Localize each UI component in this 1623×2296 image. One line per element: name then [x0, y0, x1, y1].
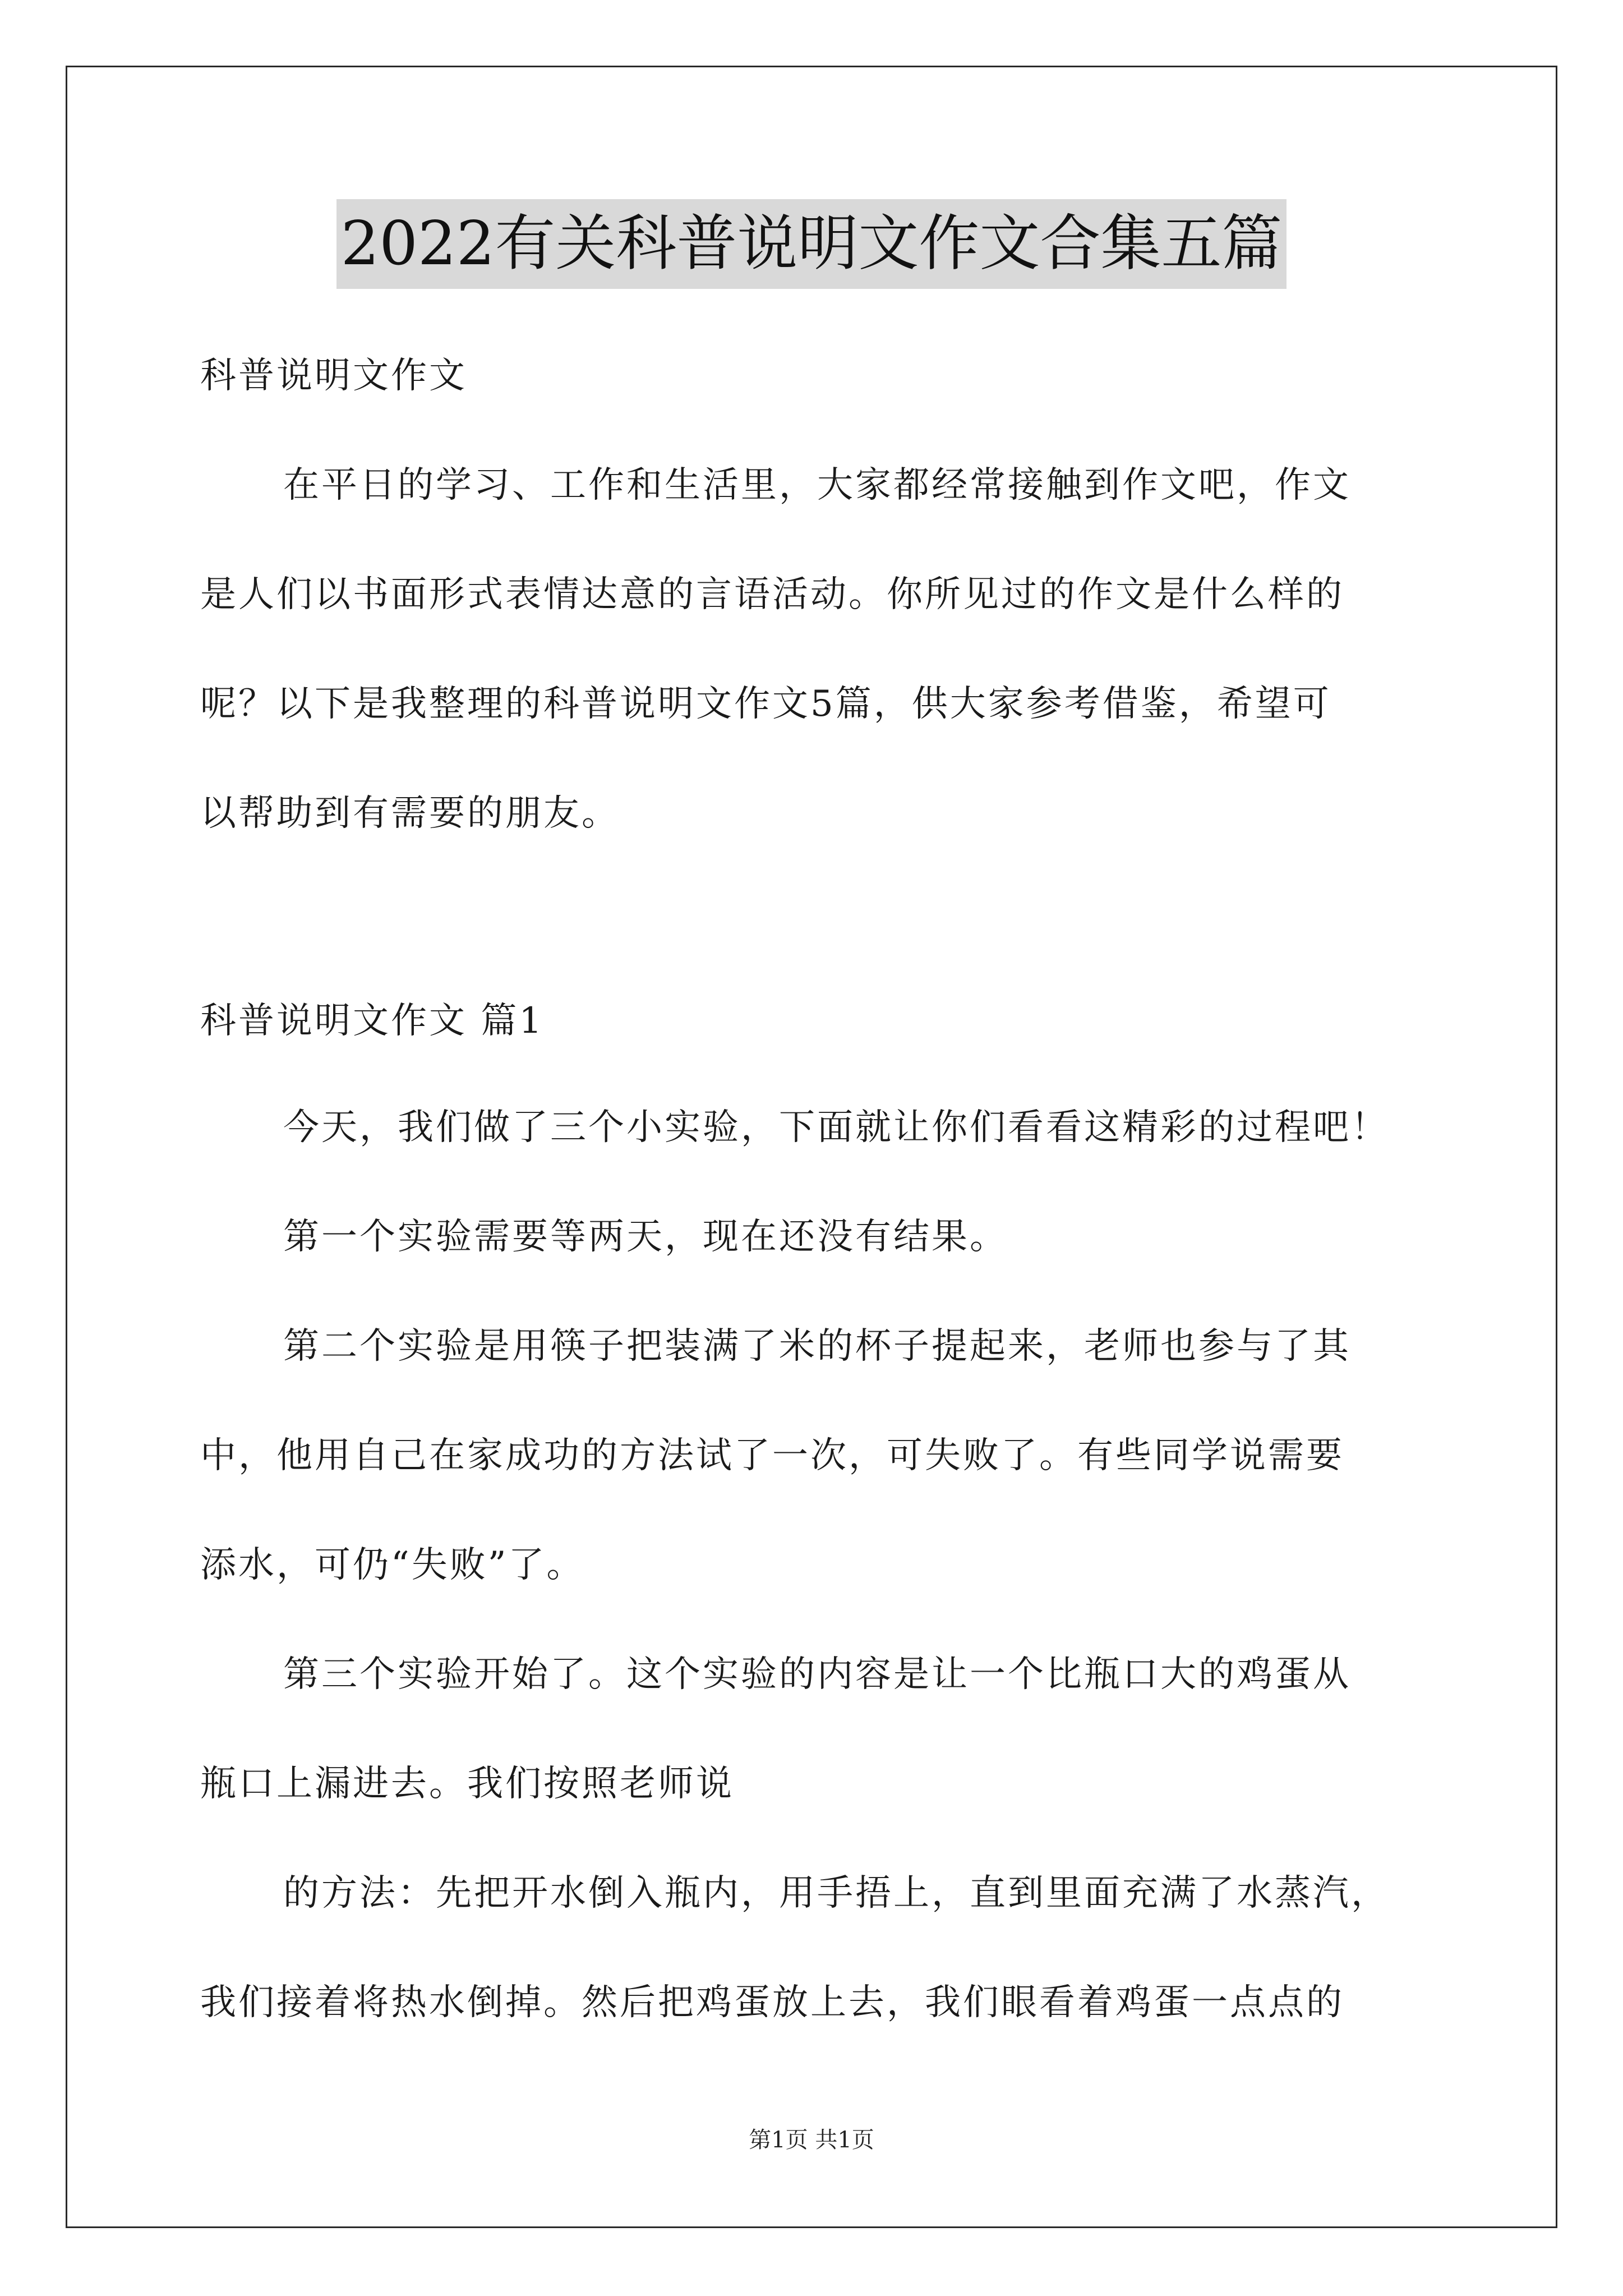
body-paragraph-line: 第一个实验需要等两天，现在还没有结果。 [283, 1216, 1008, 1258]
intro-paragraph-line: 呢？以下是我整理的科普说明文作文5篇，供大家参考借鉴，希望可 [200, 683, 1331, 725]
intro-paragraph-line: 以帮助到有需要的朋友。 [200, 793, 620, 834]
article-heading: 科普说明文作文 篇1 [200, 1000, 545, 1042]
body-paragraph-line: 添水，可仍“失败”了。 [200, 1544, 585, 1586]
page-footer: 第1页 共1页 [749, 2127, 874, 2153]
body-paragraph-line: 第三个实验开始了。这个实验的内容是让一个比瓶口大的鸡蛋从 [283, 1654, 1351, 1695]
body-paragraph-line: 的方法：先把开水倒入瓶内，用手捂上，直到里面充满了水蒸汽， [283, 1872, 1389, 1914]
body-paragraph-line: 中，他用自己在家成功的方法试了一次，可失败了。有些同学说需要 [200, 1435, 1344, 1476]
document-title: 2022有关科普说明文作文合集五篇 [336, 199, 1287, 289]
body-paragraph-line: 今天，我们做了三个小实验，下面就让你们看看这精彩的过程吧！ [283, 1107, 1389, 1148]
intro-paragraph-line: 在平日的学习、工作和生活里，大家都经常接触到作文吧，作文 [283, 464, 1351, 506]
intro-paragraph-line: 是人们以书面形式表情达意的言语活动。你所见过的作文是什么样的 [200, 574, 1344, 615]
section-heading: 科普说明文作文 [200, 355, 467, 397]
body-paragraph-line: 第二个实验是用筷子把装满了米的杯子提起来，老师也参与了其 [283, 1326, 1351, 1367]
title-container [0, 199, 1623, 289]
body-paragraph-line: 我们接着将热水倒掉。然后把鸡蛋放上去，我们眼看着鸡蛋一点点的 [200, 1982, 1344, 2023]
body-paragraph-line: 瓶口上漏进去。我们按照老师说 [200, 1763, 734, 1805]
